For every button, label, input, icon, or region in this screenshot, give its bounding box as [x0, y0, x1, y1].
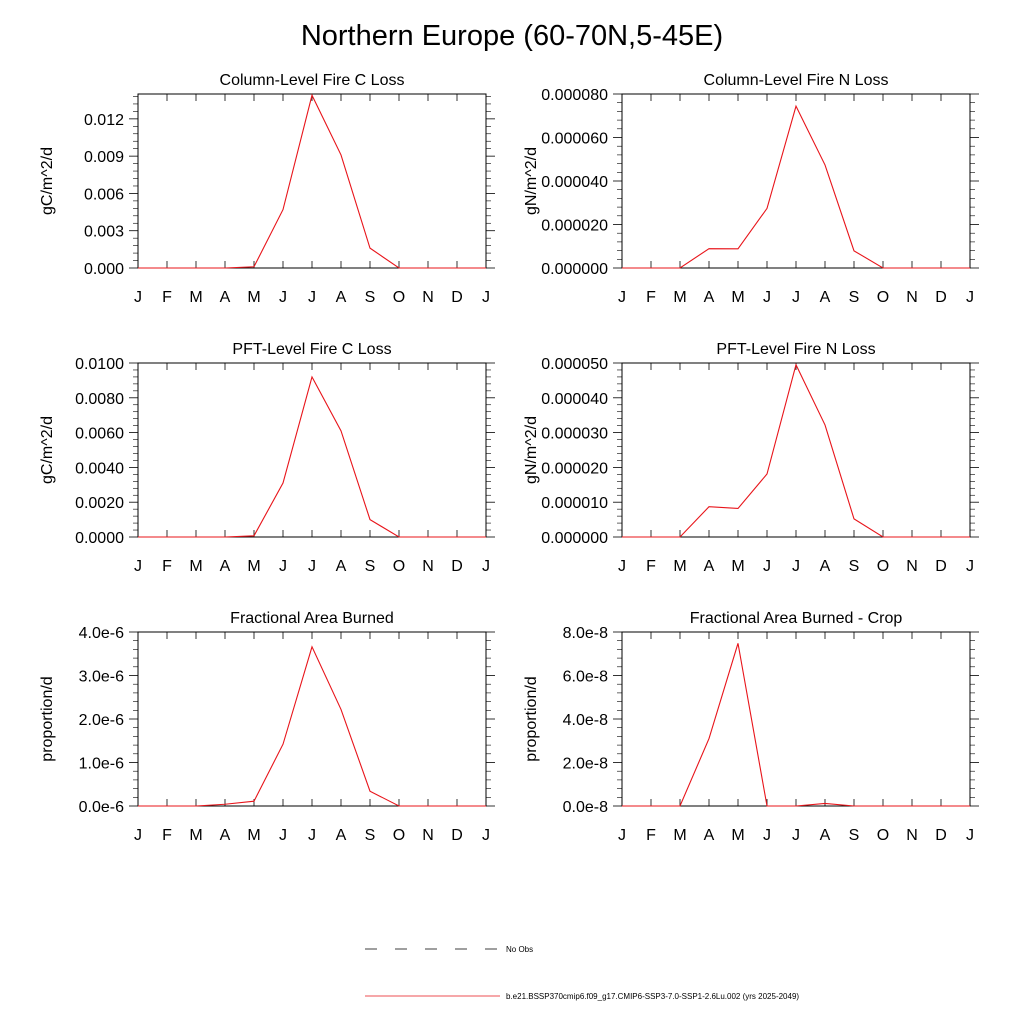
y-tick-label: 0.000010 — [541, 495, 608, 513]
legend-model-label: b.e21.BSSP370cmip6.f09_g17.CMIP6-SSP3-7.0-SSP1-2.6Lu.002 (yrs 2025-2049) — [506, 992, 800, 1001]
panel-title: Column-Level Fire C Loss — [219, 72, 405, 89]
legend-obs-label: No Obs — [506, 945, 534, 954]
y-tick-label: 0.003 — [83, 223, 124, 241]
series-line-model — [622, 365, 970, 537]
x-tick-label: J — [308, 289, 316, 306]
figure-title: Northern Europe (60-70N,5-45E) — [300, 20, 724, 52]
x-tick-label: J — [618, 558, 626, 575]
y-tick-label: 0.012 — [83, 111, 124, 129]
x-tick-label: F — [162, 558, 172, 575]
x-tick-label: M — [731, 289, 745, 306]
x-tick-label: A — [703, 289, 715, 306]
x-tick-label: O — [392, 558, 406, 575]
x-tick-label: S — [364, 558, 376, 575]
y-tick-label: 0.0e-6 — [78, 799, 124, 816]
x-tick-label: J — [279, 827, 287, 844]
y-tick-label: 4.0e-6 — [78, 625, 124, 642]
x-tick-label: D — [451, 289, 463, 306]
y-tick-label: 0.0000 — [75, 530, 124, 547]
x-tick-label: A — [819, 558, 831, 575]
y-tick-label: 0.0100 — [75, 356, 124, 373]
x-tick-label: S — [848, 558, 860, 575]
x-tick-label: F — [646, 289, 656, 306]
plot-frame — [622, 632, 970, 806]
chart-panel-4 — [523, 341, 979, 575]
y-tick-label: 1.0e-6 — [78, 755, 124, 773]
series-line-model — [138, 95, 486, 268]
chart-panel-5 — [39, 610, 495, 844]
y-axis-label: proportion/d — [39, 676, 56, 762]
x-tick-label: N — [422, 289, 434, 306]
y-tick-label: 0.000050 — [541, 356, 608, 373]
plot-frame — [622, 363, 970, 537]
x-tick-label: J — [763, 289, 771, 306]
x-tick-label: N — [906, 558, 918, 575]
plot-frame — [138, 363, 486, 537]
y-tick-label: 0.000040 — [541, 174, 608, 191]
y-tick-label: 0.000000 — [541, 261, 608, 278]
chart-panel-2 — [523, 72, 979, 306]
x-tick-label: A — [335, 827, 347, 844]
y-axis-label: gN/m^2/d — [523, 147, 540, 215]
chart-panel-1 — [39, 72, 495, 306]
y-axis-label: gC/m^2/d — [39, 147, 56, 215]
x-tick-label: N — [906, 289, 918, 306]
x-tick-label: O — [876, 289, 890, 306]
x-tick-label: J — [308, 558, 316, 575]
y-tick-label: 0.0080 — [75, 390, 124, 408]
x-tick-label: A — [335, 558, 347, 575]
y-tick-label: 0.0040 — [75, 460, 124, 478]
plot-frame — [138, 632, 486, 806]
x-tick-label: A — [219, 827, 231, 844]
x-tick-label: A — [819, 289, 831, 306]
x-tick-label: A — [703, 827, 715, 844]
x-tick-label: M — [189, 827, 203, 844]
x-tick-label: J — [134, 289, 142, 306]
x-tick-label: J — [792, 558, 800, 575]
x-tick-label: N — [906, 827, 918, 844]
x-tick-label: S — [848, 289, 860, 306]
y-tick-label: 0.000030 — [541, 425, 608, 443]
x-tick-label: J — [763, 558, 771, 575]
series-line-model — [622, 643, 970, 806]
chart-panels — [39, 72, 979, 844]
x-tick-label: O — [876, 827, 890, 844]
x-tick-label: J — [966, 558, 974, 575]
x-tick-label: D — [451, 558, 463, 575]
x-tick-label: M — [673, 827, 687, 844]
series-line-model — [622, 106, 970, 268]
x-tick-label: D — [935, 827, 947, 844]
y-tick-label: 0.000 — [83, 261, 124, 278]
x-tick-label: S — [848, 827, 860, 844]
y-tick-label: 0.000000 — [541, 530, 608, 547]
x-tick-label: J — [279, 289, 287, 306]
x-tick-label: J — [966, 827, 974, 844]
x-tick-label: J — [482, 289, 490, 306]
series-line-model — [138, 377, 486, 537]
series-line-model — [138, 647, 486, 806]
x-tick-label: J — [279, 558, 287, 575]
y-tick-label: 0.0020 — [75, 495, 124, 513]
x-tick-label: S — [364, 827, 376, 844]
y-tick-label: 0.000060 — [541, 130, 608, 148]
chart-panel-3 — [39, 341, 495, 575]
x-tick-label: J — [618, 827, 626, 844]
x-tick-label: S — [364, 289, 376, 306]
y-axis-label: proportion/d — [523, 676, 540, 762]
x-tick-label: N — [422, 558, 434, 575]
x-tick-label: J — [134, 558, 142, 575]
x-tick-label: A — [219, 289, 231, 306]
panel-title: Fractional Area Burned — [230, 610, 394, 627]
chart-legend — [365, 945, 799, 1001]
x-tick-label: J — [763, 827, 771, 844]
x-tick-label: N — [422, 827, 434, 844]
x-tick-label: J — [482, 558, 490, 575]
y-tick-label: 2.0e-8 — [562, 755, 608, 773]
panel-title: PFT-Level Fire C Loss — [232, 341, 392, 358]
x-tick-label: M — [673, 289, 687, 306]
x-tick-label: A — [703, 558, 715, 575]
x-tick-label: J — [308, 827, 316, 844]
x-tick-label: J — [134, 827, 142, 844]
panel-title: Fractional Area Burned - Crop — [689, 610, 903, 627]
x-tick-label: M — [189, 558, 203, 575]
y-tick-label: 8.0e-8 — [562, 625, 608, 642]
x-tick-label: J — [482, 827, 490, 844]
x-tick-label: D — [451, 827, 463, 844]
y-tick-label: 0.009 — [83, 149, 124, 167]
y-tick-label: 3.0e-6 — [78, 668, 124, 686]
y-tick-label: 0.000020 — [541, 217, 608, 235]
x-tick-label: J — [966, 289, 974, 306]
y-tick-label: 2.0e-6 — [78, 712, 124, 729]
x-tick-label: M — [247, 289, 261, 306]
x-tick-label: D — [935, 289, 947, 306]
x-tick-label: M — [247, 827, 261, 844]
x-tick-label: M — [247, 558, 261, 575]
x-tick-label: D — [935, 558, 947, 575]
x-tick-label: M — [673, 558, 687, 575]
plot-frame — [622, 94, 970, 268]
chart-panel-6 — [523, 610, 979, 844]
y-tick-label: 0.000040 — [541, 390, 608, 408]
y-axis-label: gC/m^2/d — [39, 416, 56, 484]
x-tick-label: M — [731, 558, 745, 575]
x-tick-label: O — [392, 827, 406, 844]
y-tick-label: 0.000080 — [541, 87, 608, 104]
x-tick-label: F — [646, 827, 656, 844]
x-tick-label: F — [162, 827, 172, 844]
x-tick-label: O — [392, 289, 406, 306]
y-tick-label: 0.0e-8 — [562, 799, 608, 816]
x-tick-label: O — [876, 558, 890, 575]
x-tick-label: A — [819, 827, 831, 844]
y-tick-label: 0.0060 — [75, 425, 124, 443]
y-axis-label: gN/m^2/d — [523, 416, 540, 484]
y-tick-label: 4.0e-8 — [562, 712, 608, 729]
panel-title: PFT-Level Fire N Loss — [716, 341, 876, 358]
x-tick-label: M — [731, 827, 745, 844]
x-tick-label: J — [792, 289, 800, 306]
x-tick-label: J — [792, 827, 800, 844]
x-tick-label: A — [335, 289, 347, 306]
y-tick-label: 0.006 — [83, 186, 124, 204]
x-tick-label: F — [162, 289, 172, 306]
y-tick-label: 6.0e-8 — [562, 668, 608, 686]
x-tick-label: J — [618, 289, 626, 306]
x-tick-label: A — [219, 558, 231, 575]
panel-title: Column-Level Fire N Loss — [703, 72, 889, 89]
x-tick-label: M — [189, 289, 203, 306]
plot-frame — [138, 94, 486, 268]
y-tick-label: 0.000020 — [541, 460, 608, 478]
x-tick-label: F — [646, 558, 656, 575]
